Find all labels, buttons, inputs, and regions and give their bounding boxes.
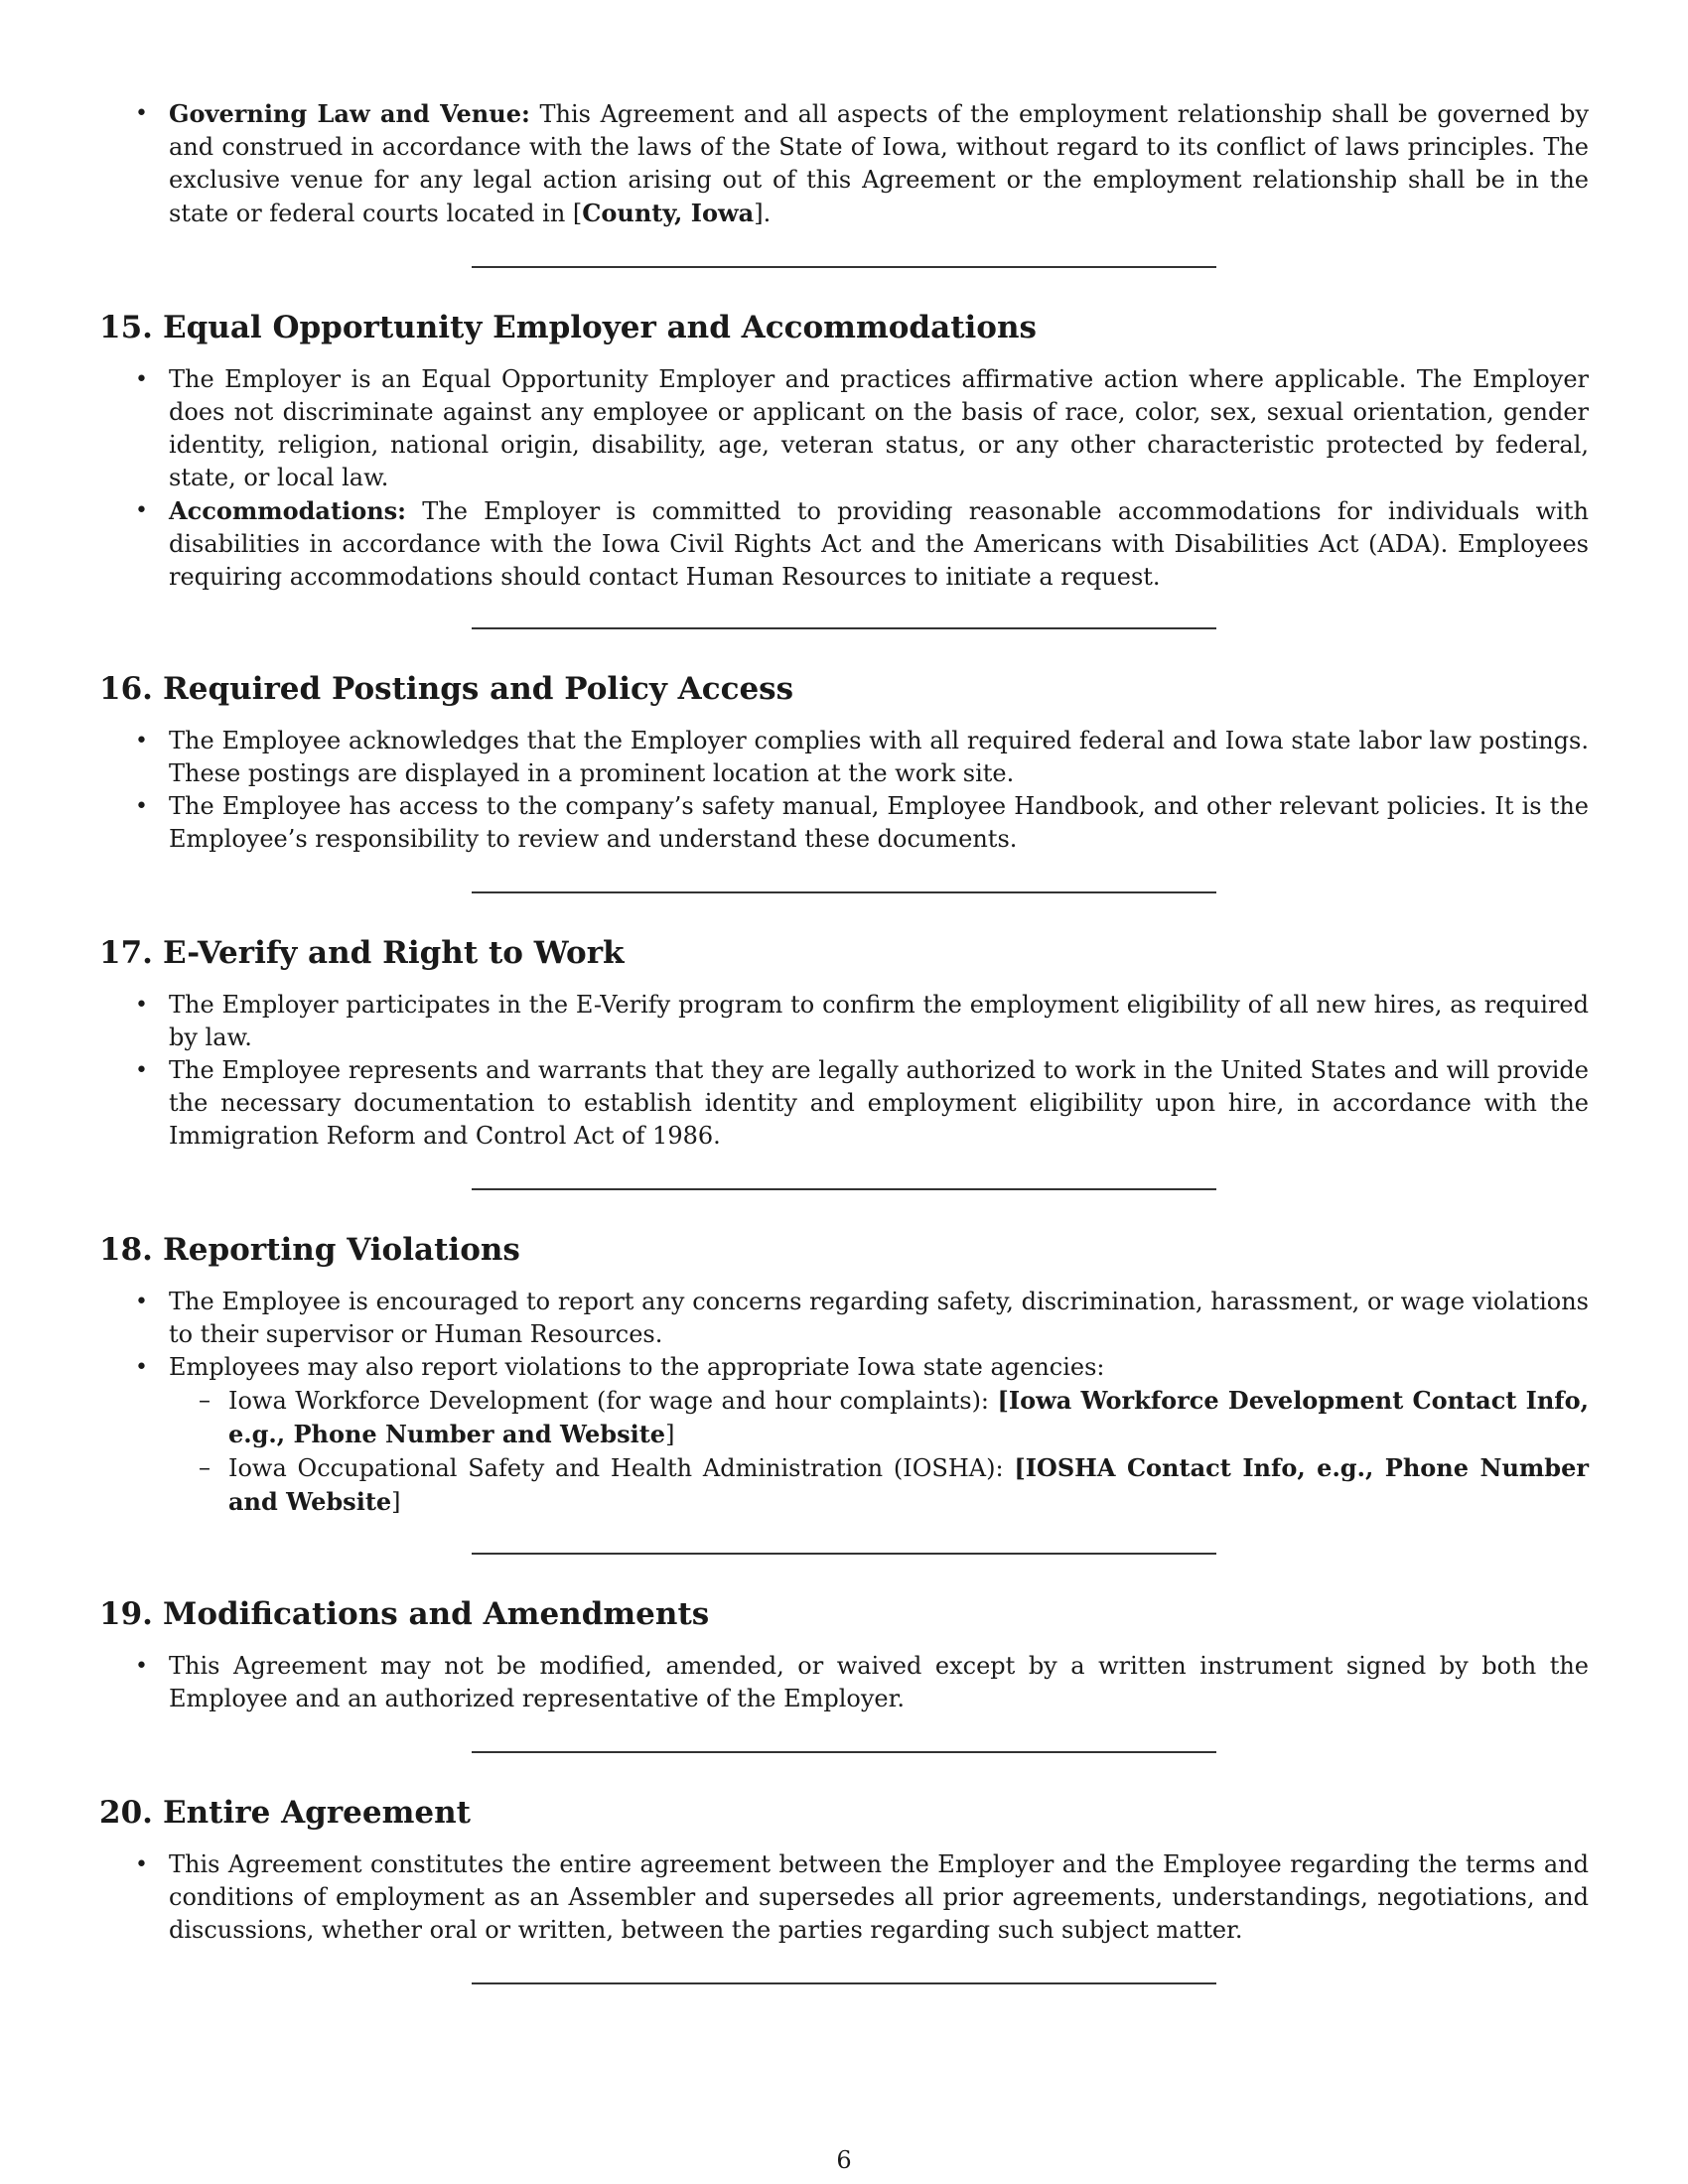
document-page <box>99 97 1589 1984</box>
section-19 <box>99 1596 1589 1715</box>
section-heading <box>99 1596 1589 1632</box>
list-item: • The Employer is an Equal Opportunity Employer and practices affirmative action where applicable. The Employer does not discriminate against any employee or applicant on the basis of race, color, sex, sexual orientation, gender identity, religion, national origin, disability, age, veteran status, or any other characteristic protected by federal, state, or local law. <box>169 363 1589 494</box>
accommodations-label: Accommodations: <box>169 496 407 525</box>
list-item <box>169 494 1589 594</box>
section-divider <box>99 1751 1589 1753</box>
section-divider <box>99 1188 1589 1190</box>
agency-list <box>169 1384 1589 1519</box>
iwd-contact-placeholder: Iowa Workforce Development Contact Info, e.g., Phone Number and Website <box>228 1386 1589 1448</box>
county-placeholder: County, Iowa <box>582 199 755 227</box>
list-item: • This Agreement constitutes the entire agreement between the Employer and the Employee regarding the terms and conditions of employment as an Assembler and supersedes all prior agreements, understandings, negotiations, and discussions, whether oral or written, between the parties regarding such subject matter. <box>169 1848 1589 1947</box>
list-item: • The Employee has access to the company’s safety manual, Employee Handbook, and other relevant policies. It is the Employee’s responsibility to review and understand these documents. <box>169 790 1589 856</box>
section-title: Entire Agreement <box>163 1795 471 1831</box>
page-number: 6 <box>836 2146 852 2174</box>
list-item: • The Employee is encouraged to report any concerns regarding safety, discrimination, harassment, or wage violations to their supervisor or Human Resources. <box>169 1286 1589 1351</box>
bracket-open: [ <box>1014 1453 1026 1482</box>
section-17 <box>99 935 1589 1153</box>
section-number: 19. <box>99 1596 153 1632</box>
bracket-close: ]. <box>754 200 772 227</box>
section-title: Modifications and Amendments <box>163 1596 710 1632</box>
section-18 <box>99 1232 1589 1519</box>
section-heading <box>99 310 1589 345</box>
agency-text: Iowa Workforce Development (for wage and hour complaints): <box>228 1387 998 1415</box>
agency-item <box>228 1451 1589 1519</box>
section-divider <box>99 1982 1589 1984</box>
bracket-open: [ <box>572 200 583 227</box>
section-divider <box>99 1553 1589 1555</box>
section-20 <box>99 1795 1589 1947</box>
section-title: E-Verify and Right to Work <box>163 935 625 971</box>
agencies-intro: Employees may also report violations to the appropriate Iowa state agencies: <box>169 1353 1105 1381</box>
section-heading <box>99 1795 1589 1831</box>
section-number: 17. <box>99 935 153 971</box>
iosha-contact-placeholder: IOSHA Contact Info, e.g., Phone Number and Website <box>228 1453 1589 1516</box>
section-15 <box>99 310 1589 594</box>
list-item: • The Employee acknowledges that the Employer complies with all required federal and Iowa state labor law postings. These postings are displayed in a prominent location at the work site. <box>169 725 1589 790</box>
section-number: 16. <box>99 671 153 707</box>
section-list <box>99 1848 1589 1947</box>
governing-law-label: Governing Law and Venue: <box>169 99 530 128</box>
section-list <box>99 989 1589 1153</box>
agency-text: Iowa Occupational Safety and Health Administration (IOSHA): <box>228 1454 1015 1482</box>
section-list <box>99 1286 1589 1519</box>
bracket-close: ] <box>665 1421 675 1448</box>
section-divider <box>99 891 1589 893</box>
section-divider <box>99 266 1589 268</box>
governing-law-text: This Agreement and all aspects of the employment relationship shall be governed by and construed in accordance with the laws of the State of Iowa, without regard to its conflict of laws principles. The exclusive venue for any legal action arising out of this Agreement or the employment relationship shall be in the state or federal courts located in <box>169 100 1589 227</box>
accommodations-text: The Employer is committed to providing reasonable accommodations for individuals with disabilities in accordance with the Iowa Civil Rights Act and the Americans with Disabilities Act (ADA). Employees requiring accommodations should contact Human Resources to initiate a request. <box>169 497 1589 591</box>
section-title: Required Postings and Policy Access <box>163 671 794 707</box>
list-item: • The Employee represents and warrants that they are legally authorized to work in the United States and will provide the necessary documentation to establish identity and employment eligibility upon hire, in accordance with the Immigration Reform and Control Act of 1986. <box>169 1054 1589 1153</box>
section-number: 18. <box>99 1232 153 1268</box>
section-16 <box>99 671 1589 856</box>
agency-item <box>228 1384 1589 1451</box>
section-title: Equal Opportunity Employer and Accommodations <box>163 310 1037 345</box>
section-divider <box>99 627 1589 629</box>
section-number: 20. <box>99 1795 153 1831</box>
section-heading <box>99 935 1589 971</box>
section-heading <box>99 1232 1589 1268</box>
list-item <box>169 1351 1589 1519</box>
section-list <box>99 725 1589 856</box>
list-item: • The Employer participates in the E-Verify program to confirm the employment eligibility of all new hires, as required by law. <box>169 989 1589 1054</box>
section-list <box>99 363 1589 594</box>
section-heading <box>99 671 1589 707</box>
bracket-open: [ <box>997 1386 1009 1415</box>
governing-law-list <box>99 97 1589 230</box>
section-number: 15. <box>99 310 153 345</box>
section-title: Reporting Violations <box>163 1232 520 1268</box>
section-list <box>99 1650 1589 1715</box>
governing-law-item <box>169 97 1589 230</box>
list-item: • This Agreement may not be modified, amended, or waived except by a written instrument signed by both the Employee and an authorized representative of the Employer. <box>169 1650 1589 1715</box>
bracket-close: ] <box>391 1488 401 1516</box>
